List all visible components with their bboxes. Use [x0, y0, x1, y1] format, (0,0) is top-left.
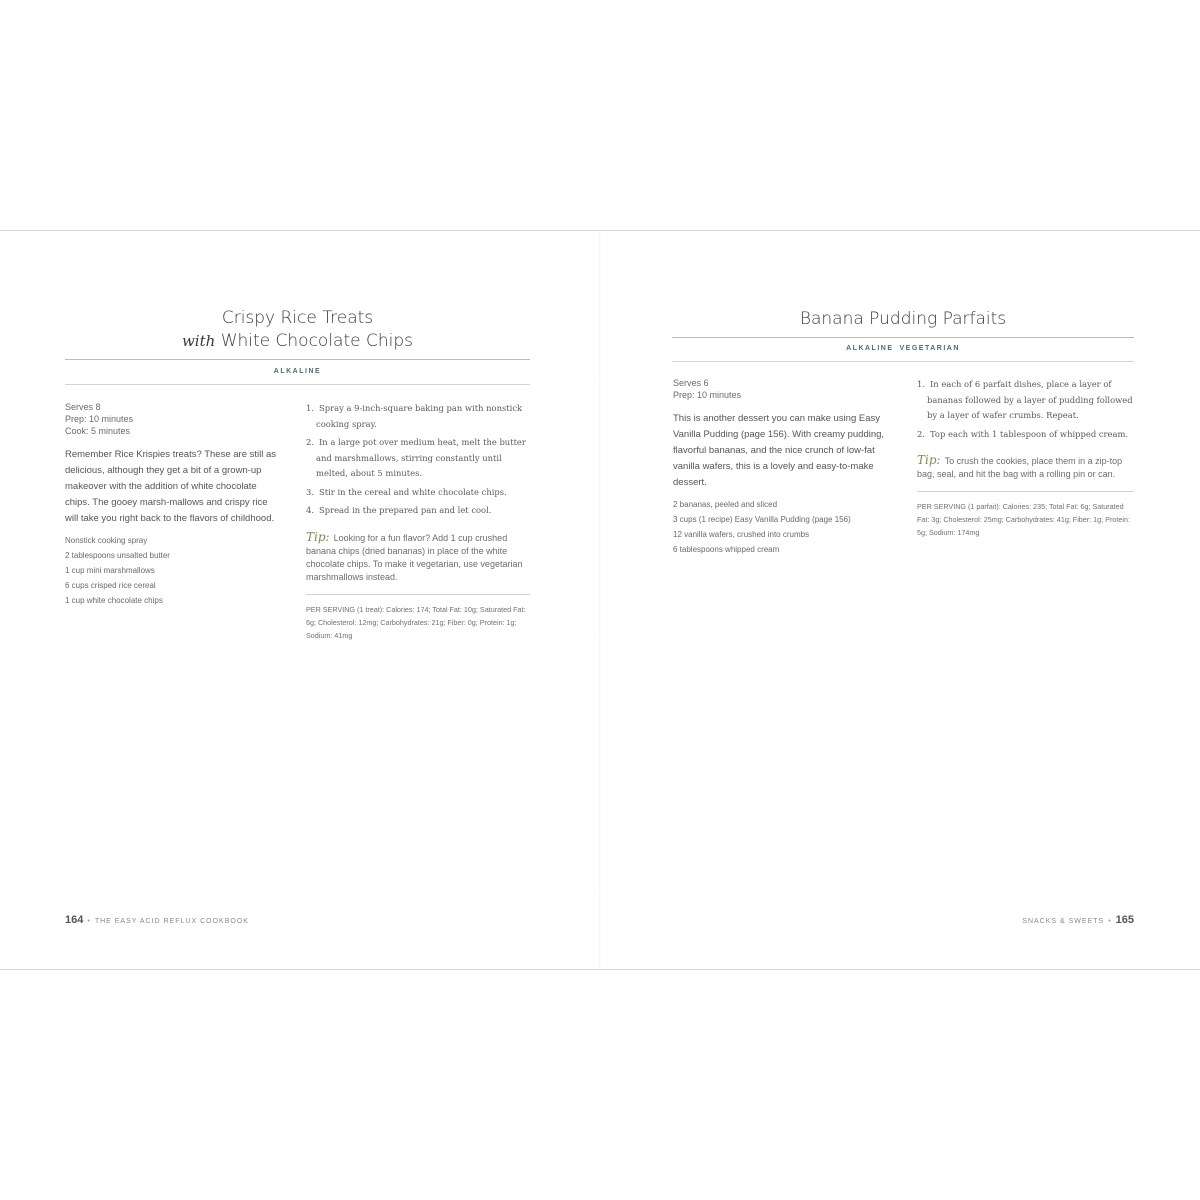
step [306, 503, 530, 519]
left-tip [306, 531, 530, 584]
left-folio [65, 914, 249, 926]
ingredient: 1 cup white chocolate chips [65, 596, 163, 605]
right-folio [1022, 914, 1134, 926]
step-number: 2. [306, 437, 314, 447]
ingredient: 12 vanilla wafers, crushed into crumbs [673, 530, 810, 539]
step [917, 427, 1134, 443]
left-ingredients [65, 533, 280, 608]
left-title-with: with [181, 332, 216, 350]
tip-label: Tip: [917, 453, 941, 467]
right-column-1 [673, 377, 891, 557]
left-running-head: THE EASY ACID REFLUX COOKBOOK [94, 918, 249, 925]
left-title-line2-text: White Chocolate Chips [220, 331, 414, 351]
step-text: Spread in the prepared pan and let cool. [319, 505, 492, 515]
right-page-number: 165 [1115, 914, 1134, 926]
left-title-line2 [65, 330, 530, 353]
step-number: 1. [917, 379, 925, 389]
tip-text: Looking for a fun flavor? Add 1 cup crushed banana chips (dried bananas) in place of the white chocolate chips. To make it vegetarian, use vegetarian marshmallows instead. [306, 532, 523, 582]
right-nutrition: PER SERVING (1 parfait): Calories: 235; Total Fat: 6g; Saturated Fat: 3g; Cholesterol: 25mg; Carbohydrates: 41g; Fiber: 1g; Protein: 5g; Sodium: 174mg [917, 502, 1130, 537]
left-serves: Serves 8 [65, 402, 101, 412]
book-spread [0, 230, 1200, 970]
folio-separator: • [1108, 918, 1112, 925]
step [306, 485, 530, 501]
step-text: Stir in the cereal and white chocolate chips. [319, 486, 507, 497]
tag-alkaline: ALKALINE [273, 368, 322, 375]
right-intro: This is another dessert you can make using Easy Vanilla Pudding (page 156). With creamy pudding, flavorful bananas, and the nice crunch of low-fat vanilla wafers, this is a lovely and easy-to-make dessert. [673, 413, 885, 488]
right-title-rule-bottom [672, 361, 1134, 362]
right-title-rule-top [672, 337, 1134, 338]
right-steps [917, 377, 1134, 442]
step-text: Spray a 9-inch-square baking pan with nonstick cooking spray. [316, 403, 523, 429]
right-tip [917, 454, 1134, 481]
step-text: In each of 6 parfait dishes, place a layer of bananas followed by a layer of pudding followed by a layer of wafer crumbs. Repeat. [927, 379, 1133, 420]
step [306, 401, 530, 432]
left-title-rule-bottom [65, 384, 530, 385]
left-tags [65, 368, 530, 375]
ingredient: Nonstick cooking spray [65, 536, 148, 545]
right-ingredients [673, 497, 891, 557]
ingredient: 2 tablespoons unsalted butter [65, 551, 170, 560]
left-page-number: 164 [65, 914, 84, 926]
step-number: 3. [306, 486, 314, 497]
left-nutrition-rule [306, 594, 530, 595]
ingredient: 2 bananas, peeled and sliced [673, 500, 778, 509]
tag-alkaline: ALKALINE [846, 345, 894, 352]
right-meta [673, 377, 891, 401]
step [306, 435, 530, 482]
tip-text: To crush the cookies, place them in a zip-top bag, seal, and hit the bag with a rolling pin or can. [917, 456, 1123, 479]
step-number: 4. [306, 505, 314, 515]
left-intro: Remember Rice Krispies treats? These are still as delicious, although they get a bit of a grown-up makeover with the addition of white chocolate chips. The gooey marsh-mallows and crispy rice will take you right back to the flavors of childhood. [65, 449, 277, 524]
left-column-1 [65, 401, 280, 608]
left-column-2 [306, 401, 530, 649]
left-title-line1: Crispy Rice Treats [221, 308, 374, 328]
right-nutrition-rule [917, 491, 1134, 492]
right-tags [672, 345, 1134, 352]
ingredient: 6 tablespoons whipped cream [673, 545, 780, 554]
tip-label: Tip: [306, 529, 330, 544]
left-title-rule-top [65, 359, 530, 360]
step [917, 377, 1134, 424]
ingredient: 1 cup mini marshmallows [65, 566, 155, 575]
folio-separator: • [87, 918, 91, 925]
tag-vegetarian: VEGETARIAN [899, 345, 960, 352]
right-page [600, 231, 1200, 969]
left-recipe-title [65, 307, 530, 353]
left-page [0, 231, 600, 969]
left-nutrition: PER SERVING (1 treat): Calories: 174; Total Fat: 10g; Saturated Fat: 6g; Cholesterol: 12mg; Carbohydrates: 21g; Fiber: 0g; Protein: 1g; Sodium: 41mg [306, 604, 526, 640]
right-running-head: SNACKS & SWEETS [1022, 918, 1105, 925]
right-prep: Prep: 10 minutes [673, 390, 742, 400]
step-number: 2. [917, 428, 925, 439]
step-text: Top each with 1 tablespoon of whipped cream. [930, 428, 1129, 439]
ingredient: 3 cups (1 recipe) Easy Vanilla Pudding (page 156) [673, 515, 851, 524]
step-text: In a large pot over medium heat, melt the butter and marshmallows, stirring constantly until melted, about 5 minutes. [316, 437, 526, 478]
step-number: 1. [306, 403, 314, 413]
right-column-2 [917, 377, 1134, 546]
left-steps [306, 401, 530, 519]
right-serves: Serves 6 [673, 378, 709, 388]
ingredient: 6 cups crisped rice cereal [65, 581, 156, 590]
left-cook: Cook: 5 minutes [65, 426, 131, 436]
left-prep: Prep: 10 minutes [65, 414, 134, 424]
left-meta [65, 401, 280, 437]
right-recipe-title: Banana Pudding Parfaits [799, 309, 1007, 329]
